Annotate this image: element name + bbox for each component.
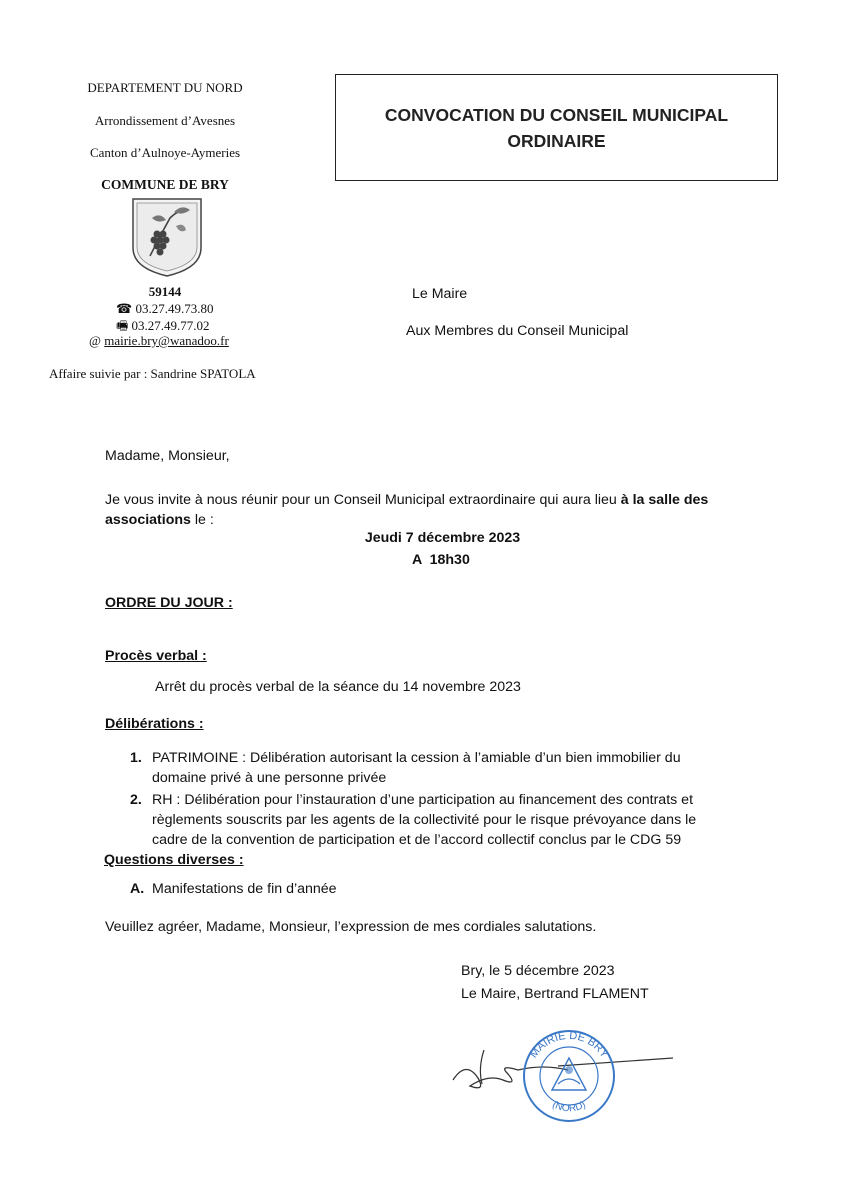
- deliberation-item-2: [130, 790, 696, 850]
- stamp-bottom-text: (NORD): [550, 1099, 588, 1115]
- proces-verbal-text: Arrêt du procès verbal de la séance du 14 novembre 2023: [155, 679, 521, 695]
- email-link[interactable]: mairie.bry@wanadoo.fr: [104, 333, 229, 348]
- meeting-time: A 18h30: [412, 552, 470, 568]
- item-number: 1.: [130, 750, 142, 766]
- deliberations-heading: Délibérations :: [105, 716, 204, 732]
- invitation-location-bold-1: à la salle des: [620, 492, 709, 508]
- meeting-date: Jeudi 7 décembre 2023: [364, 530, 521, 546]
- question-item-a: [130, 881, 337, 897]
- invitation-location-bold-2: associations: [105, 512, 191, 528]
- sender: Le Maire: [412, 286, 468, 302]
- proces-verbal-heading: Procès verbal :: [105, 648, 207, 664]
- item-text: domaine privé à une personne privée: [152, 770, 387, 786]
- recipient: Aux Membres du Conseil Municipal: [406, 323, 629, 339]
- fax-number: 03.27.49.77.02: [131, 318, 210, 333]
- mairie-stamp: [514, 1024, 624, 1124]
- closing-salutation: Veuillez agréer, Madame, Monsieur, l’expression de mes cordiales salutations.: [105, 919, 597, 935]
- commune-name: COMMUNE DE BRY: [101, 177, 229, 192]
- coat-of-arms-icon: [130, 196, 204, 278]
- stamp-top-text: MAIRIE DE BRY: [527, 1029, 611, 1061]
- canton-line: Canton d’Aulnoye-Aymeries: [89, 145, 241, 160]
- convocation-title-box: [335, 74, 778, 181]
- deliberation-item-1: [130, 748, 681, 788]
- item-text: cadre de la convention de participation et de l’accord collectif conclus par le CDG 59: [152, 832, 682, 848]
- invitation-paragraph: [105, 490, 785, 530]
- svg-text:(NORD): [550, 1099, 587, 1114]
- invitation-text-end: le :: [190, 512, 214, 528]
- title-line-2: ORDINAIRE: [507, 130, 606, 151]
- item-text: règlements souscrits par les agents de la collectivité pour le risque prévoyance dans le: [152, 812, 697, 828]
- item-text: RH : Délibération pour l’instauration d’une participation au financement des contrats et: [152, 792, 694, 808]
- item-text: Manifestations de fin d’année: [152, 881, 337, 897]
- item-number: 2.: [130, 792, 142, 808]
- signatory-name: Le Maire, Bertrand FLAMENT: [461, 986, 649, 1002]
- phone-number: 03.27.49.73.80: [135, 301, 214, 316]
- phone-row: [116, 301, 213, 317]
- signature-place-date: Bry, le 5 décembre 2023: [461, 963, 615, 979]
- postal-code: 59144: [148, 284, 182, 299]
- item-letter: A.: [130, 881, 145, 897]
- affaire-suivie-par: Affaire suivie par : Sandrine SPATOLA: [49, 366, 256, 381]
- email-row: [89, 333, 229, 349]
- telephone-icon: ☎: [116, 301, 133, 316]
- arrondissement-line: Arrondissement d’Avesnes: [94, 113, 236, 128]
- item-text: PATRIMOINE : Délibération autorisant la cession à l’amiable d’un bien immobilier du: [152, 750, 681, 766]
- department-line: DEPARTEMENT DU NORD: [87, 80, 243, 95]
- ordre-du-jour-heading: ORDRE DU JOUR :: [105, 595, 233, 611]
- fax-icon: 🖷: [116, 318, 129, 333]
- greeting: Madame, Monsieur,: [105, 448, 230, 464]
- title-line-1: CONVOCATION DU CONSEIL MUNICIPAL: [384, 104, 729, 125]
- questions-diverses-heading: Questions diverses :: [104, 852, 244, 868]
- invitation-text: Je vous invite à nous réunir pour un Conseil Municipal extraordinaire qui aura lieu: [105, 492, 621, 508]
- svg-text:MAIRIE DE BRY: [528, 1030, 611, 1061]
- email-at-symbol: @: [89, 333, 101, 348]
